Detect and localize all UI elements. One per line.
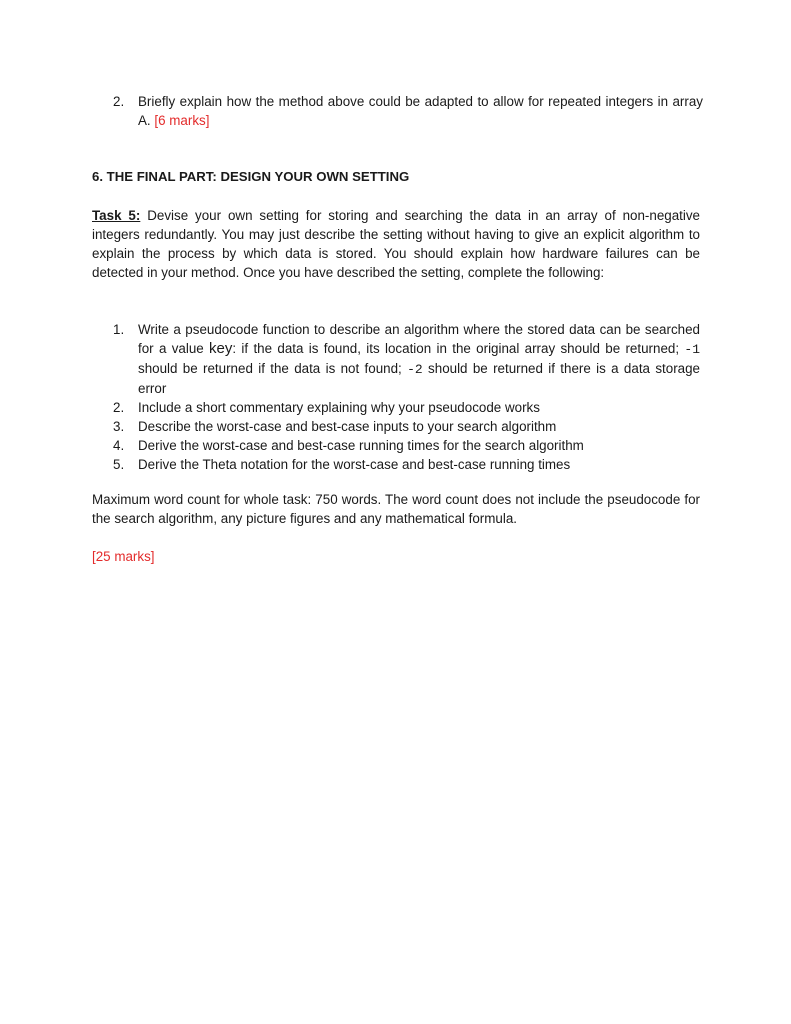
task-number: 2.	[113, 400, 125, 415]
task-text-segment: Write a pseudocode function to describe an algorithm where the stored data can be searched for a value	[138, 322, 700, 356]
task-text-segment: should be returned if the data is not found;	[138, 361, 408, 376]
task-5-label: Task 5:	[92, 208, 141, 223]
return-value-not-found: -1	[684, 342, 700, 357]
task-list-item	[92, 417, 700, 436]
question-2-body	[138, 92, 703, 130]
key-term: key	[209, 340, 233, 357]
return-value-error: -2	[407, 362, 423, 377]
task-text-segment: : if the data is found, its location in the original array should be returned;	[232, 341, 685, 356]
task-number: 3.	[113, 419, 125, 434]
question-2-marks: [6 marks]	[154, 113, 210, 128]
task-5-intro-text: Devise your own setting for storing and searching the data in an array of non-negative integers redundantly. You may just describe the setting without having to give an explicit algorithm to explain the process by which data is stored. You should explain how hardware failures can be detected in your method. Once you have described the setting, complete the following:	[92, 208, 700, 280]
task-list-item	[92, 320, 700, 398]
task-text: Describe the worst-case and best-case inputs to your search algorithm	[138, 419, 557, 434]
task-text: Include a short commentary explaining why your pseudocode works	[138, 400, 540, 415]
task-5-intro	[92, 206, 700, 282]
task-number: 5.	[113, 457, 125, 472]
question-2-text: Briefly explain how the method above could be adapted to allow for repeated integers in array A.	[138, 94, 703, 128]
total-marks: [25 marks]	[92, 549, 155, 564]
section-heading: 6. THE FINAL PART: DESIGN YOUR OWN SETTING	[92, 169, 410, 184]
task-list-item	[92, 398, 700, 417]
task-list	[92, 320, 700, 474]
task-text: Derive the worst-case and best-case running times for the search algorithm	[138, 438, 584, 453]
word-count-note: Maximum word count for whole task: 750 words. The word count does not include the pseudocode for the search algorithm, any picture figures and any mathematical formula.	[92, 492, 700, 526]
task-text-segment: should be returned if there is a data storage error	[138, 361, 700, 396]
task-text: Derive the Theta notation for the worst-case and best-case running times	[138, 457, 571, 472]
task-list-item	[92, 455, 700, 474]
task-list-item	[92, 436, 700, 455]
task-number: 4.	[113, 438, 125, 453]
task-text	[138, 320, 700, 398]
task-number: 1.	[113, 322, 125, 337]
question-2-number: 2.	[113, 94, 125, 109]
